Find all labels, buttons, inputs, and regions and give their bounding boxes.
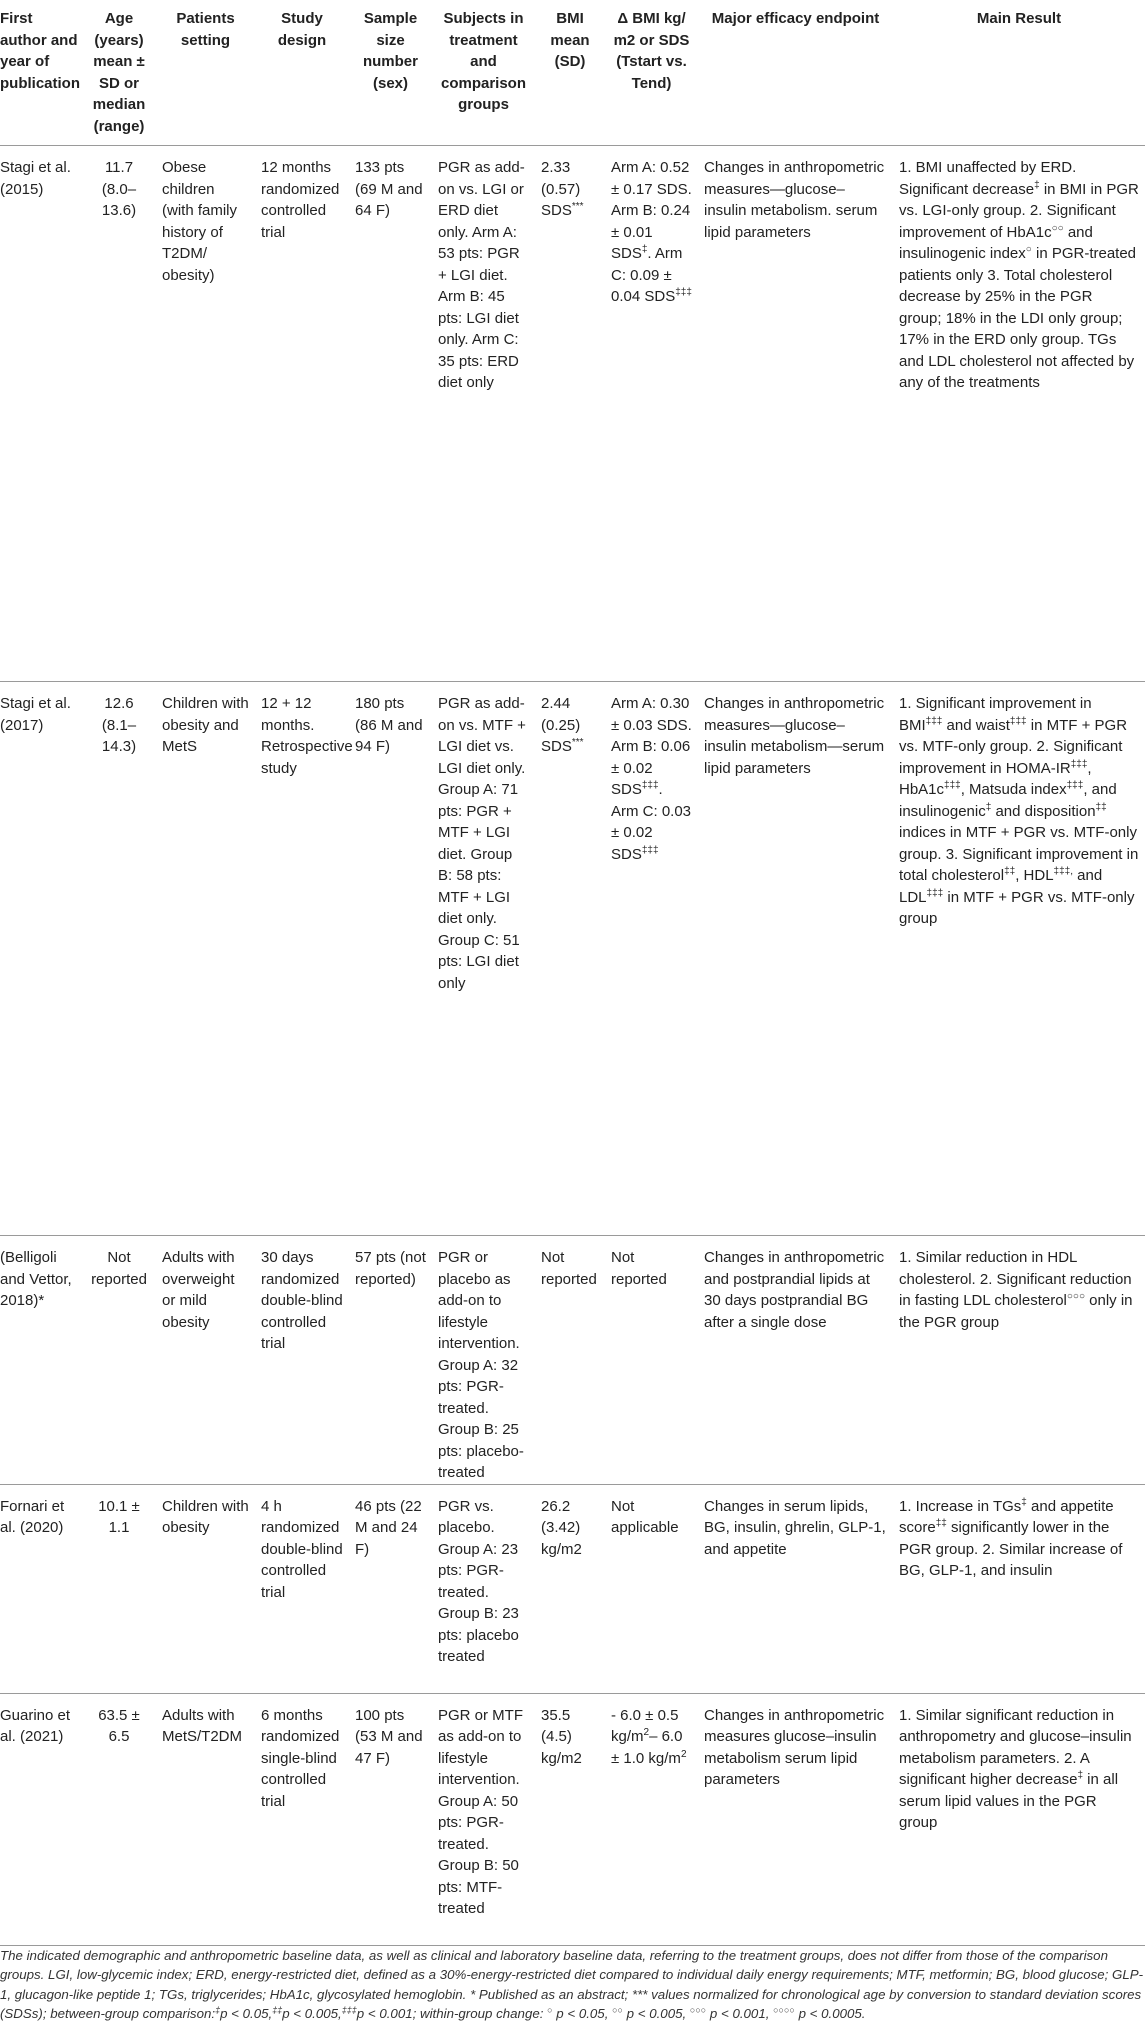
delta-text: – 6.0 ± 1.0 kg/m xyxy=(611,1728,683,1767)
result-text: in BMI in PGR vs. LGI-only group. 2. Significant improvement of HbA1c xyxy=(899,180,1139,241)
header-design: Study design xyxy=(255,0,349,146)
result-text: significantly lower in the PGR group. 2. Similar increase of BG, GLP-1, and insulin xyxy=(899,1519,1123,1579)
cell-bmi: Not reported xyxy=(535,1236,605,1485)
header-setting: Patients setting xyxy=(156,0,255,146)
delta-sup: 2 xyxy=(680,1748,687,1760)
cell-age: 10.1 ± 1.1 xyxy=(82,1484,156,1693)
result-text: and disposition xyxy=(991,802,1096,820)
result-sup: ‡‡‡ xyxy=(925,715,943,727)
cell-age: 11.7 (8.0–13.6) xyxy=(82,146,156,682)
cell-setting: Children with obesity and MetS xyxy=(156,682,255,1236)
cell-delta xyxy=(605,682,698,1236)
footnote-text: p < 0.005, xyxy=(622,2006,690,2021)
cell-design: 30 days randomized double-blind controlled trial xyxy=(255,1236,349,1485)
header-delta-bmi: Δ BMI kg/ m2 or SDS (Tstart vs. Tend) xyxy=(605,0,698,146)
cell-author: (Belligoli and Vettor, 2018)* xyxy=(0,1236,82,1485)
cell-subjects: PGR or MTF as add-on to lifestyle intervention. Group A: 50 pts: PGR-treated. Group B: 50 pts: MTF-treated xyxy=(432,1693,535,1945)
cell-age: Not reported xyxy=(82,1236,156,1485)
cell-age: 63.5 ± 6.5 xyxy=(82,1693,156,1945)
result-sup: ‡‡‡ xyxy=(944,780,961,791)
footnote-sup: ○ xyxy=(547,2005,553,2015)
header-subjects: Subjects in treatment and comparison groups xyxy=(432,0,535,146)
cell-setting: Adults with overweight or mild obesity xyxy=(156,1236,255,1485)
cell-author: Guarino et al. (2021) xyxy=(0,1693,82,1945)
footnote-text: p < 0.0005. xyxy=(794,2006,866,2021)
footnote-text: p < 0.005, xyxy=(282,2006,342,2021)
delta-text: Arm A: 0.52 ± 0.17 SDS. Arm B: 0.24 ± 0.01 SDS xyxy=(611,159,692,262)
cell-delta xyxy=(605,1693,698,1945)
cell-bmi xyxy=(535,682,605,1236)
table-row xyxy=(0,1693,1145,1945)
cell-sample: 100 pts (53 M and 47 F) xyxy=(349,1693,432,1945)
table-row xyxy=(0,1236,1145,1485)
cell-endpoint: Changes in anthropometric and postprandial lipids at 30 days postprandial BG after a single dose xyxy=(698,1236,893,1485)
result-text: in all serum lipid values in the PGR group xyxy=(899,1771,1119,1831)
cell-endpoint: Changes in anthropometric measures glucose–insulin metabolism serum lipid parameters xyxy=(698,1693,893,1945)
result-text: 1. Similar significant reduction in anthropometry and glucose–insulin metabolism parameters. 2. A significant higher decrease xyxy=(899,1706,1132,1788)
table-row xyxy=(0,1484,1145,1693)
cell-sample: 180 pts (86 M and 94 F) xyxy=(349,682,432,1236)
result-sup: ‡ xyxy=(1077,1770,1084,1781)
cell-author: Stagi et al. (2017) xyxy=(0,682,82,1236)
cell-subjects: PGR or placebo as add-on to lifestyle intervention. Group A: 32 pts: PGR-treated. Group B: 25 pts: placebo-treated xyxy=(432,1236,535,1485)
footnote-text: p < 0.001, xyxy=(706,2006,774,2021)
cell-delta xyxy=(605,146,698,682)
footnote-text: p < 0.05, xyxy=(552,2006,613,2021)
cell-result xyxy=(893,682,1145,1236)
delta-text: . Arm C: 0.09 ± 0.04 SDS xyxy=(611,245,683,305)
header-sample: Sample size number (sex) xyxy=(349,0,432,146)
footnote-text: p < 0.001; within-group change: xyxy=(356,2006,548,2021)
result-sup: ‡ xyxy=(985,801,992,813)
cell-design: 4 h randomized double-blind controlled trial xyxy=(255,1484,349,1693)
result-sup: ‡‡ xyxy=(935,1518,947,1529)
result-text: only in the PGR group xyxy=(899,1292,1133,1331)
cell-result xyxy=(893,1484,1145,1693)
result-sup: ‡‡ xyxy=(1095,801,1107,813)
result-text: 1. BMI unaffected by ERD. Significant decrease xyxy=(899,159,1077,198)
result-text: 1. Significant improvement in BMI xyxy=(899,695,1092,734)
table-row xyxy=(0,682,1145,1236)
cell-sample: 133 pts (69 M and 64 F) xyxy=(349,146,432,682)
cell-setting: Obese children (with family history of T2DM/ obesity) xyxy=(156,146,255,682)
result-text: in MTF + PGR vs. MTF-only group xyxy=(899,888,1135,927)
delta-text: Arm A: 0.30 ± 0.03 SDS. Arm B: 0.06 ± 0.02 SDS xyxy=(611,695,692,798)
footnote-text: The indicated demographic and anthropometric baseline data, as well as clinical and laboratory baseline data, referring to the treatment groups, does not differ from those of the comparison groups. LGI, low-glycemic index; ERD, energy-restricted diet, defined as a 30%-energy-restricted diet compared to individual daily energy requirements; MTF, metformin; BG, blood glucose; GLP-1, glucagon-like peptide 1; TGs, triglycerides; HbA1c, glycosylated hemoglobin. * Published as an abstract; *** values normalized for chronological age by conversion to standard deviation scores (SDSs); between-group comparison: xyxy=(0,1947,1144,2021)
result-text: and appetite score xyxy=(899,1497,1114,1536)
cell-result xyxy=(893,146,1145,682)
bmi-text: 2.33 (0.57) SDS xyxy=(541,159,581,219)
result-sup: ‡‡‡ xyxy=(1009,715,1027,727)
cell-design: 12 months randomized controlled trial xyxy=(255,146,349,682)
cell-subjects: PGR vs. placebo. Group A: 23 pts: PGR-treated. Group B: 23 pts: placebo treated xyxy=(432,1484,535,1693)
footnote-sup: ○○ xyxy=(612,2005,623,2015)
header-author: First author and year of publication xyxy=(0,0,82,146)
cell-delta: Not reported xyxy=(605,1236,698,1485)
result-text: in PGR-treated patients only 3. Total cholesterol decrease by 25% in the PGR group; 18% in the LDI only group; 17% in the ERD only group. TGs and LDL cholesterol not affected by any of the treatments xyxy=(899,245,1137,391)
header-result: Main Result xyxy=(893,0,1145,146)
footnote-sup: ‡‡ xyxy=(272,2005,283,2015)
cell-design: 6 months randomized single-blind controlled trial xyxy=(255,1693,349,1945)
cell-endpoint: Changes in serum lipids, BG, insulin, ghrelin, GLP-1, and appetite xyxy=(698,1484,893,1693)
result-text: , and insulinogenic xyxy=(899,781,1117,820)
cell-setting: Children with obesity xyxy=(156,1484,255,1693)
result-text: indices in MTF + PGR vs. MTF-only group. 3. Significant improvement in total cholesterol xyxy=(899,824,1139,884)
cell-bmi: 35.5 (4.5) kg/m2 xyxy=(535,1693,605,1945)
result-text: in MTF + PGR vs. MTF-only group. 2. Significant improvement in HOMA-IR xyxy=(899,716,1128,777)
result-sup: ○○○ xyxy=(1066,1291,1085,1302)
result-text: and waist xyxy=(942,716,1010,734)
result-sup: ○○ xyxy=(1051,222,1064,234)
table-row xyxy=(0,146,1145,682)
bmi-sup: *** xyxy=(571,201,584,212)
result-sup: ‡ xyxy=(1021,1496,1027,1508)
result-sup: ‡‡‡, xyxy=(1053,866,1073,877)
result-sup: ‡‡‡ xyxy=(926,887,944,899)
footnote-sup: ‡‡‡ xyxy=(341,2005,357,2015)
footnote-sup: ○○○ xyxy=(689,2005,707,2015)
cell-bmi xyxy=(535,146,605,682)
result-text: and LDL xyxy=(899,867,1103,906)
result-text: , HDL xyxy=(1015,867,1054,884)
table-footnote xyxy=(0,1946,1145,2024)
result-sup: ‡‡‡ xyxy=(1066,780,1084,791)
result-text: 1. Similar reduction in HDL cholesterol. 2. Significant reduction in fasting LDL cholesterol xyxy=(899,1249,1132,1309)
result-sup: ‡ xyxy=(1034,179,1040,191)
cell-endpoint: Changes in anthropometric measures—glucose–insulin metabolism—serum lipid parameters xyxy=(698,682,893,1236)
delta-sup: ‡‡‡ xyxy=(675,287,692,298)
cell-design: 12 + 12 months. Retrospective study xyxy=(255,682,349,1236)
bmi-sup: *** xyxy=(571,737,584,748)
cell-sample: 57 pts (not reported) xyxy=(349,1236,432,1485)
delta-sup: 2 xyxy=(643,1727,650,1738)
cell-age: 12.6 (8.1–14.3) xyxy=(82,682,156,1236)
result-text: , HbA1c xyxy=(899,759,1092,798)
result-sup: ○ xyxy=(1025,244,1032,255)
delta-sup: ‡‡‡ xyxy=(641,780,659,791)
cell-subjects: PGR as add-on vs. LGI or ERD diet only. Arm A: 53 pts: PGR + LGI diet. Arm B: 45 pts: LGI diet only. Arm C: 35 pts: ERD diet only xyxy=(432,146,535,682)
result-sup: ‡‡‡ xyxy=(1070,758,1088,770)
cell-endpoint: Changes in anthropometric measures—glucose–insulin metabolism. serum lipid parameters xyxy=(698,146,893,682)
footnote-sup: ○○○○ xyxy=(773,2005,795,2015)
delta-text: . Arm C: 0.03 ± 0.02 SDS xyxy=(611,781,692,863)
footnote-text: p < 0.05, xyxy=(220,2006,273,2021)
cell-setting: Adults with MetS/T2DM xyxy=(156,1693,255,1945)
result-text: , Matsuda index xyxy=(960,781,1067,798)
header-row xyxy=(0,0,1145,146)
cell-sample: 46 pts (22 M and 24 F) xyxy=(349,1484,432,1693)
cell-bmi: 26.2 (3.42) kg/m2 xyxy=(535,1484,605,1693)
header-bmi: BMI mean (SD) xyxy=(535,0,605,146)
bmi-text: 2.44 (0.25) SDS xyxy=(541,695,581,755)
delta-sup: ‡ xyxy=(641,244,648,255)
cell-subjects: PGR as add-on vs. MTF + LGI diet vs. LGI diet only. Group A: 71 pts: PGR + MTF + LGI diet. Group B: 58 pts: MTF + LGI diet only. Group C: 51 pts: LGI diet only xyxy=(432,682,535,1236)
cell-author: Fornari et al. (2020) xyxy=(0,1484,82,1693)
cell-result xyxy=(893,1693,1145,1945)
header-endpoint: Major efficacy endpoint xyxy=(698,0,893,146)
delta-text: - 6.0 ± 0.5 kg/m xyxy=(611,1706,679,1745)
cell-delta: Not applicable xyxy=(605,1484,698,1693)
result-text: and insulinogenic index xyxy=(899,223,1093,262)
result-text: 1. Increase in TGs xyxy=(899,1497,1022,1515)
header-age: Age (years) mean ± SD or median (range) xyxy=(82,0,156,146)
result-sup: ‡‡ xyxy=(1004,866,1016,877)
delta-sup: ‡‡‡ xyxy=(641,844,659,856)
footnote-sup: ‡ xyxy=(215,2005,221,2015)
cell-author: Stagi et al. (2015) xyxy=(0,146,82,682)
cell-result xyxy=(893,1236,1145,1485)
